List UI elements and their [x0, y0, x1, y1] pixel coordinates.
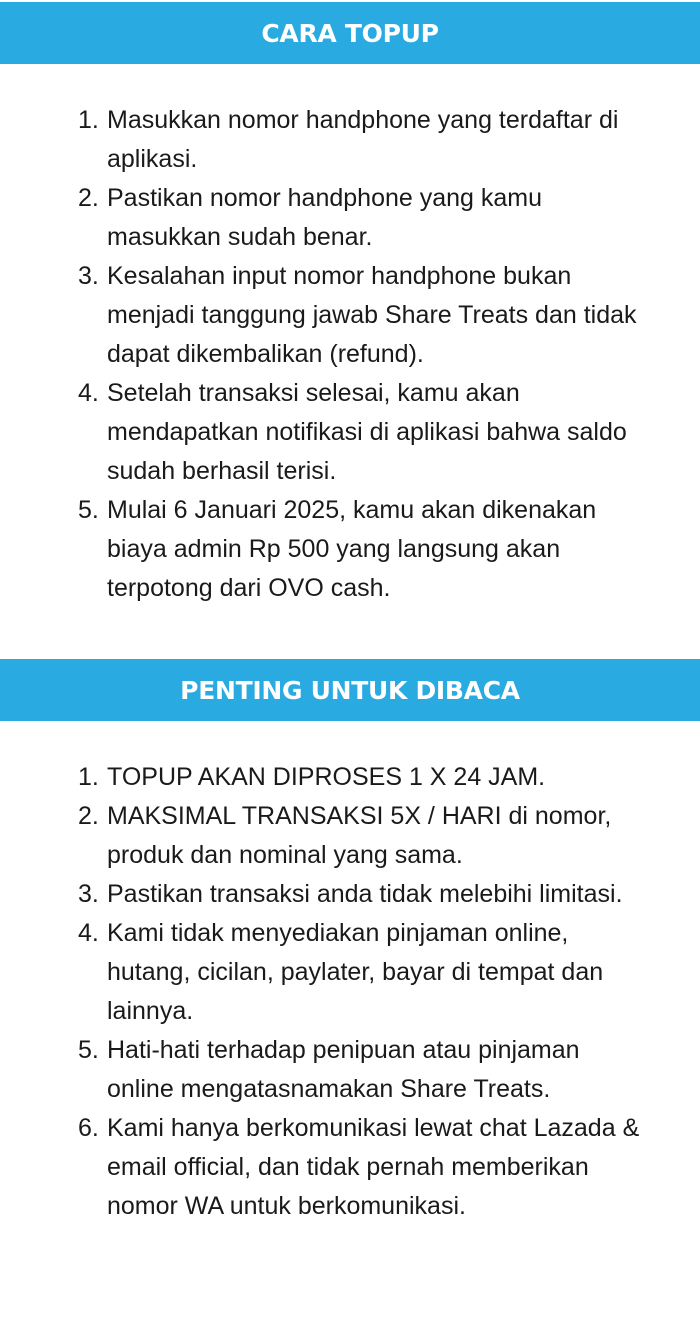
penting-untuk-dibaca-header: [0, 659, 700, 721]
list-item: [0, 914, 700, 1031]
step-number: 2.: [78, 802, 99, 830]
list-item: [0, 101, 700, 179]
step-number: 5.: [78, 1036, 99, 1064]
topup-steps-list: [0, 101, 700, 608]
step-text: Kesalahan input nomor handphone bukan menjadi tanggung jawab Share Treats dan tidak dapat dikembalikan (refund).: [107, 262, 637, 368]
important-notes-list: [0, 758, 700, 1226]
step-number: 5.: [78, 496, 99, 524]
list-item: [0, 1031, 700, 1109]
cara-topup-header: [0, 2, 700, 64]
step-text: Mulai 6 Januari 2025, kamu akan dikenakan biaya admin Rp 500 yang langsung akan terpotong dari OVO cash.: [107, 496, 597, 602]
list-item: [0, 1109, 700, 1226]
step-number: 2.: [78, 184, 99, 212]
step-text: TOPUP AKAN DIPROSES 1 X 24 JAM.: [107, 763, 546, 791]
list-item: [0, 758, 700, 797]
list-item: [0, 491, 700, 608]
step-number: 1.: [78, 106, 99, 134]
step-text: Kami hanya berkomunikasi lewat chat Lazada & email official, dan tidak pernah memberikan nomor WA untuk berkomunikasi.: [107, 1114, 640, 1220]
step-text: MAKSIMAL TRANSAKSI 5X / HARI di nomor, produk dan nominal yang sama.: [107, 802, 612, 869]
list-item: [0, 875, 700, 914]
step-number: 4.: [78, 919, 99, 947]
step-number: 1.: [78, 763, 99, 791]
step-text: Masukkan nomor handphone yang terdaftar di aplikasi.: [107, 106, 619, 173]
step-number: 6.: [78, 1114, 99, 1142]
step-text: Kami tidak menyediakan pinjaman online, hutang, cicilan, paylater, bayar di tempat dan lainnya.: [107, 919, 604, 1025]
step-text: Hati-hati terhadap penipuan atau pinjaman online mengatasnamakan Share Treats.: [107, 1036, 580, 1103]
step-text: Pastikan transaksi anda tidak melebihi limitasi.: [107, 880, 623, 908]
step-number: 3.: [78, 262, 99, 290]
list-item: [0, 179, 700, 257]
step-number: 3.: [78, 880, 99, 908]
step-text: Pastikan nomor handphone yang kamu masukkan sudah benar.: [107, 184, 543, 251]
list-item: [0, 374, 700, 491]
list-item: [0, 257, 700, 374]
list-item: [0, 797, 700, 875]
penting-untuk-dibaca-title: PENTING UNTUK DIBACA: [180, 675, 520, 705]
step-number: 4.: [78, 379, 99, 407]
cara-topup-title: CARA TOPUP: [261, 18, 439, 48]
step-text: Setelah transaksi selesai, kamu akan mendapatkan notifikasi di aplikasi bahwa saldo sudah berhasil terisi.: [107, 379, 627, 485]
